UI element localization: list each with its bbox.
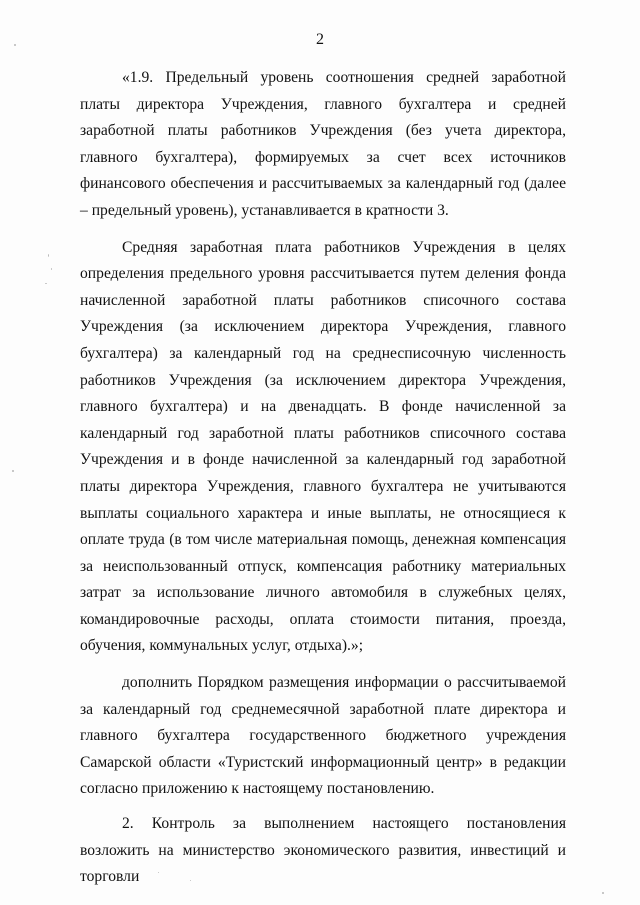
scan-speck: [45, 283, 47, 284]
document-body: [80, 65, 566, 901]
scan-speck: [12, 470, 14, 472]
scan-speck: [190, 880, 191, 881]
paragraph-supplement-order: дополнить Порядком размещения информации о рассчитываемой за календарный год среднемесячной заработной плате директора и главного бухгалтера государственного бюджетного учреждения Самарской области «Туристский информационный центр» в редакции согласно приложению к настоящему постановлению.: [80, 674, 566, 798]
paragraph-average-salary: Средняя заработная плата работников Учреждения в целях определения предельного уровня рассчитывается путем деления фонда начисленной заработной платы работников списочного состава Учреждения (за исключением директора Учреждения, главного бухгалтера) за календарный год на среднесписочную численность работников Учреждения (за исключением директора Учреждения, главного бухгалтера) и на двенадцать. В фонде начисленной за календарный год заработной платы работников списочного состава Учреждения и в фонде начисленной за календарный год заработной платы директора Учреждения, главного бухгалтера не учитываются выплаты социального характера и иные выплаты, не относящиеся к оплате труда (в том числе материальная помощь, денежная компенсация за неиспользованный отпуск, компенсация работнику материальных затрат за использование личного автомобиля в служебных целях, командировочные расходы, оплата стоимости питания, проезда, обучения, коммунальных услуг, отдыха).»;: [80, 238, 566, 655]
scan-speck: [14, 44, 16, 46]
paragraph-control: 2. Контроль за выполнением настоящего постановления возложить на министерство экономического развития, инвестиций и торговли: [80, 815, 566, 886]
scan-speck: [602, 892, 604, 894]
scan-speck: [48, 254, 49, 257]
paragraph-1-9: «1.9. Предельный уровень соотношения средней заработной платы директора Учреждения, главного бухгалтера и средней заработной платы работников Учреждения (без учета директора, главного бухгалтера), формируемых за счет всех источников финансового обеспечения и рассчитываемых за календарный год (далее – предельный уровень), устанавливается в кратности 3.: [80, 69, 566, 219]
page-number: 2: [316, 31, 324, 48]
scan-speck: [51, 268, 52, 270]
scan-speck: [158, 872, 159, 873]
